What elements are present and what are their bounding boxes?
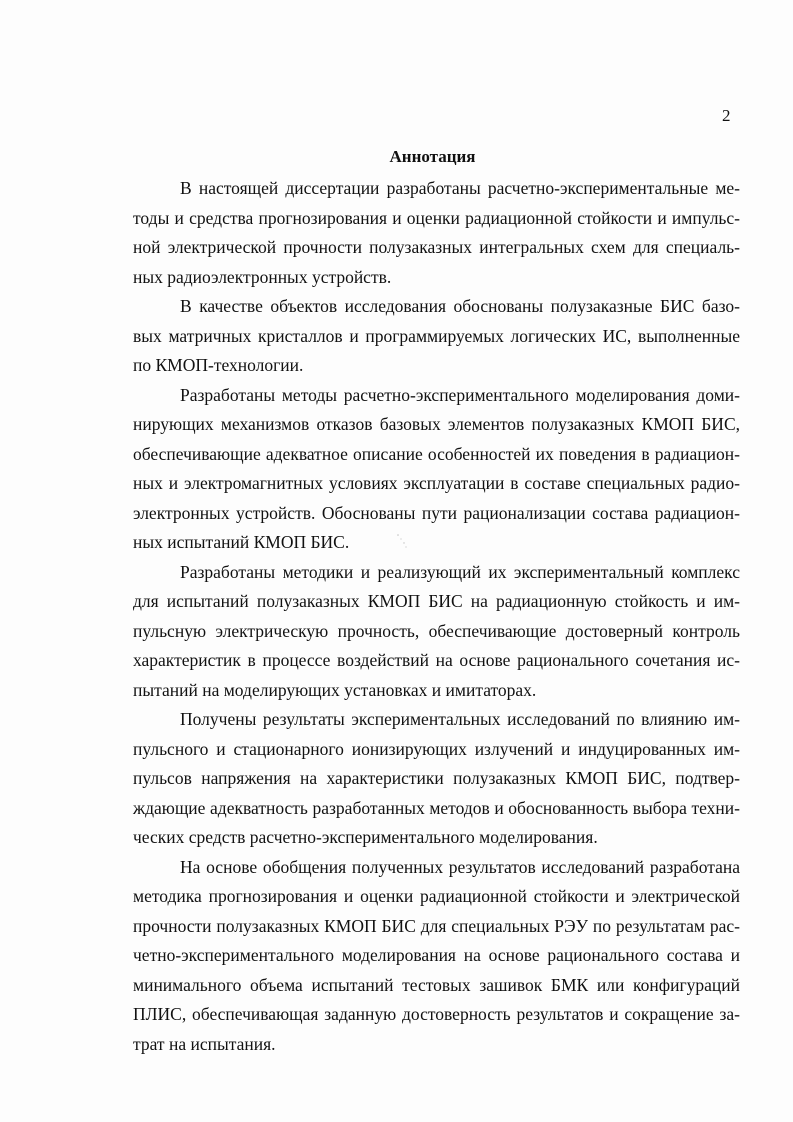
section-heading: Аннотация [389, 147, 476, 166]
text-line: пытаний на моделирующих установках и имитаторах. [133, 679, 537, 700]
text-line: методика прогнозирования и оценки радиационной стойкости и электрической [133, 886, 740, 906]
text-line: На основе обобщения полученных результатов исследований разработана [180, 856, 740, 877]
text-line: ных и электромагнитных условиях эксплуатации в составе специальных радио- [133, 473, 740, 493]
page-number: 2 [722, 106, 731, 125]
text-line: ждающие адекватность разработанных методов и обоснованность выбора техни- [133, 797, 740, 818]
scan-artifact [395, 532, 409, 552]
text-line: электронных устройств. Обоснованы пути рационализации состава радиацион- [133, 502, 740, 523]
paragraph-5 [133, 705, 740, 853]
text-line: прочности полузаказных КМОП БИС для специальных РЭУ по результатам рас- [133, 915, 740, 936]
annotation-body [133, 174, 740, 1059]
text-line: В качестве объектов исследования обоснованы полузаказные БИС базо- [180, 296, 740, 316]
text-line: Разработаны методики и реализующий их экспериментальный комплекс [180, 561, 740, 582]
text-line: характеристик в процессе воздействий на основе рационального сочетания ис- [133, 650, 740, 670]
text-line: по КМОП-технологии. [133, 355, 304, 375]
text-line: ной электрической прочности полузаказных интегральных схем для специаль- [133, 237, 740, 257]
paragraph-6 [133, 853, 740, 1060]
text-line: для испытаний полузаказных КМОП БИС на радиационную стойкость и им- [133, 591, 740, 611]
text-line: ных испытаний КМОП БИС. [133, 532, 350, 552]
text-line: В настоящей диссертации разработаны расчетно-экспериментальные ме- [180, 178, 740, 198]
paragraph-3 [133, 381, 740, 558]
text-line: четно-экспериментального моделирования на основе рационального состава и [133, 945, 740, 965]
text-line: минимального объема испытаний тестовых зашивок БМК или конфигураций [133, 974, 740, 995]
text-line: ных радиоэлектронных устройств. [133, 266, 392, 287]
paragraph-2 [133, 292, 740, 381]
text-line: ПЛИС, обеспечивающая заданную достоверность результатов и сокращение за- [133, 1004, 740, 1024]
text-line: пульсного и стационарного ионизирующих излучений и индуцированных им- [133, 738, 740, 759]
text-line: трат на испытания. [133, 1033, 276, 1054]
text-line: Получены результаты экспериментальных исследований по влиянию им- [180, 709, 740, 729]
text-line: вых матричных кристаллов и программируемых логических ИС, выполненные [133, 325, 740, 346]
text-line: пульсов напряжения на характеристики полузаказных КМОП БИС, подтвер- [133, 768, 740, 788]
text-line: тоды и средства прогнозирования и оценки радиационной стойкости и импульс- [133, 207, 740, 228]
text-line: обеспечивающие адекватное описание особенностей их поведения в радиацион- [133, 443, 740, 464]
paragraph-1 [133, 174, 740, 292]
text-line: Разработаны методы расчетно-экспериментального моделирования доми- [180, 384, 740, 405]
text-line: нирующих механизмов отказов базовых элементов полузаказных КМОП БИС, [133, 414, 740, 434]
paragraph-4 [133, 558, 740, 706]
text-line: пульсную электрическую прочность, обеспечивающие достоверный контроль [133, 620, 740, 641]
text-line: ческих средств расчетно-экспериментального моделирования. [133, 827, 598, 847]
